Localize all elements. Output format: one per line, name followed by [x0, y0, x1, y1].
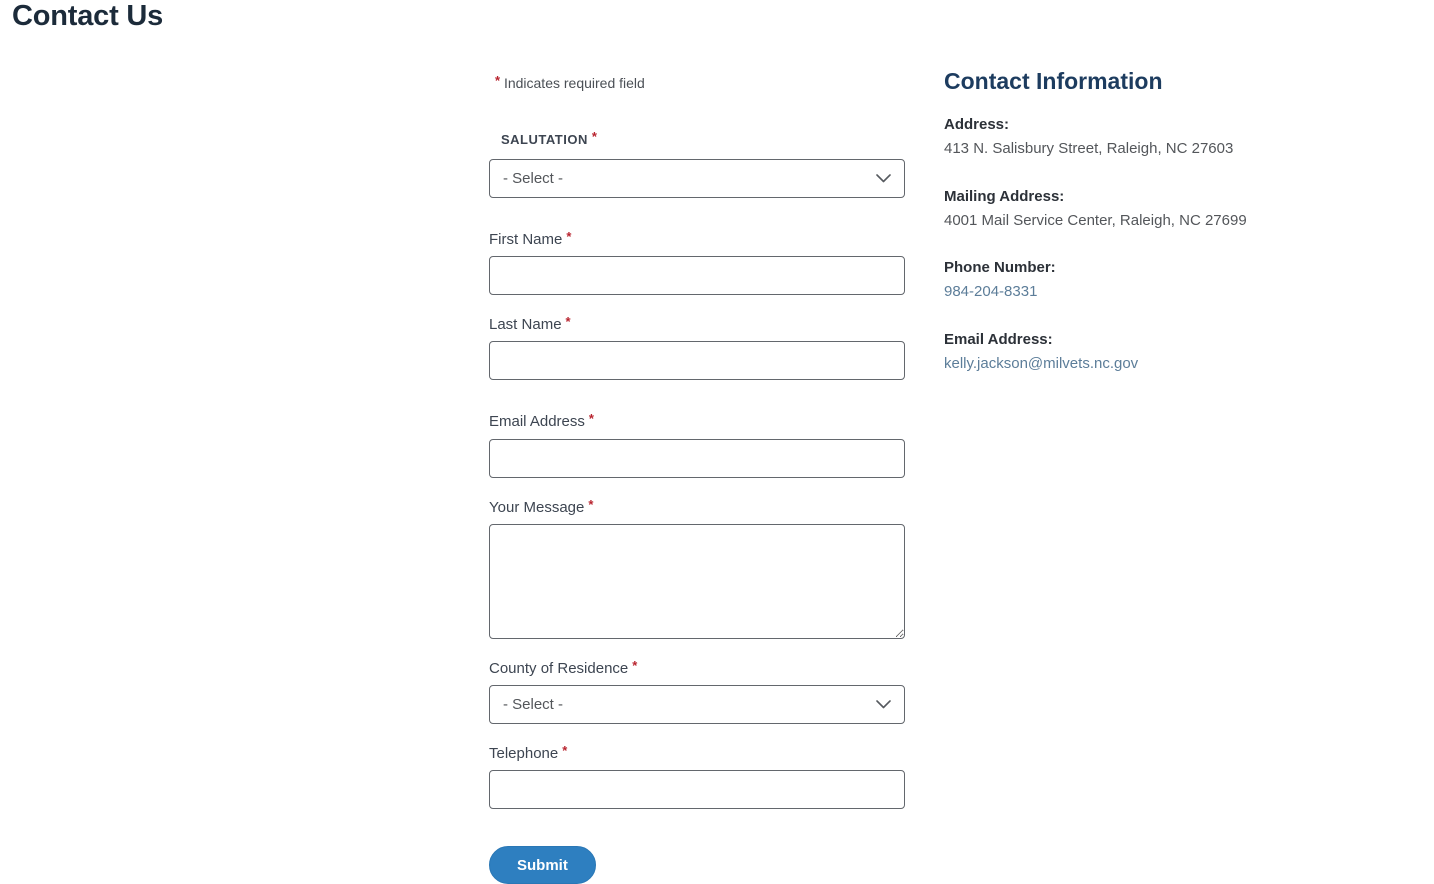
field-email [489, 413, 905, 477]
phone-number-link[interactable]: 984-204-8331 [944, 283, 1038, 301]
last-name-label-text: Last Name [489, 316, 562, 334]
required-asterisk: * [588, 411, 594, 427]
required-asterisk: * [632, 657, 638, 673]
required-asterisk: * [495, 73, 501, 88]
required-asterisk: * [566, 228, 572, 244]
contact-form [489, 70, 905, 884]
county-select-value: - Select - [503, 696, 564, 714]
required-field-note [491, 75, 905, 92]
email-label [489, 413, 905, 430]
field-salutation [489, 128, 905, 198]
message-textarea[interactable] [489, 524, 905, 639]
email-address-label: Email Address: [944, 330, 1053, 348]
message-label-text: Your Message [489, 498, 585, 516]
phone-number-label: Phone Number: [944, 259, 1056, 276]
submit-button[interactable]: Submit [489, 846, 596, 884]
county-label-text: County of Residence [489, 659, 629, 677]
salutation-select[interactable] [489, 159, 905, 198]
required-note-text: Indicates required field [503, 75, 645, 91]
required-asterisk: * [591, 128, 598, 144]
contact-information-panel [944, 68, 1254, 402]
telephone-label-text: Telephone [489, 745, 559, 763]
info-item-mailing-address [944, 188, 1254, 230]
county-select[interactable] [489, 685, 905, 724]
last-name-input[interactable] [489, 341, 905, 380]
info-item-address [944, 116, 1254, 158]
first-name-label [489, 228, 905, 248]
mailing-address-value: 4001 Mail Service Center, Raleigh, NC 27699 [944, 211, 1247, 229]
telephone-label [489, 745, 905, 762]
salutation-label-text: SALUTATION [501, 131, 588, 147]
field-county [489, 657, 905, 724]
last-name-label [489, 316, 905, 333]
info-item-email [944, 331, 1254, 373]
page-title: Contact Us [12, 0, 164, 32]
telephone-input[interactable] [489, 770, 905, 809]
chevron-down-icon [876, 174, 891, 183]
message-label [489, 496, 905, 516]
email-input[interactable] [489, 439, 905, 478]
chevron-down-icon [876, 700, 891, 709]
address-value: 413 N. Salisbury Street, Raleigh, NC 27603 [944, 140, 1234, 158]
required-asterisk: * [562, 743, 568, 759]
first-name-label-text: First Name [489, 230, 563, 248]
field-message [489, 496, 905, 639]
county-label [489, 657, 905, 677]
mailing-address-label: Mailing Address: [944, 187, 1065, 205]
salutation-label [501, 128, 905, 148]
email-label-text: Email Address [489, 413, 585, 431]
required-asterisk: * [588, 496, 594, 512]
field-first-name [489, 228, 905, 295]
contact-information-heading: Contact Information [944, 68, 1163, 94]
email-address-link[interactable]: kelly.jackson@milvets.nc.gov [944, 354, 1139, 372]
address-label: Address: [944, 116, 1010, 133]
first-name-input[interactable] [489, 256, 905, 295]
salutation-select-value: - Select - [503, 169, 564, 187]
field-telephone [489, 745, 905, 809]
info-item-phone [944, 259, 1254, 301]
field-last-name [489, 316, 905, 380]
required-asterisk: * [565, 314, 571, 330]
